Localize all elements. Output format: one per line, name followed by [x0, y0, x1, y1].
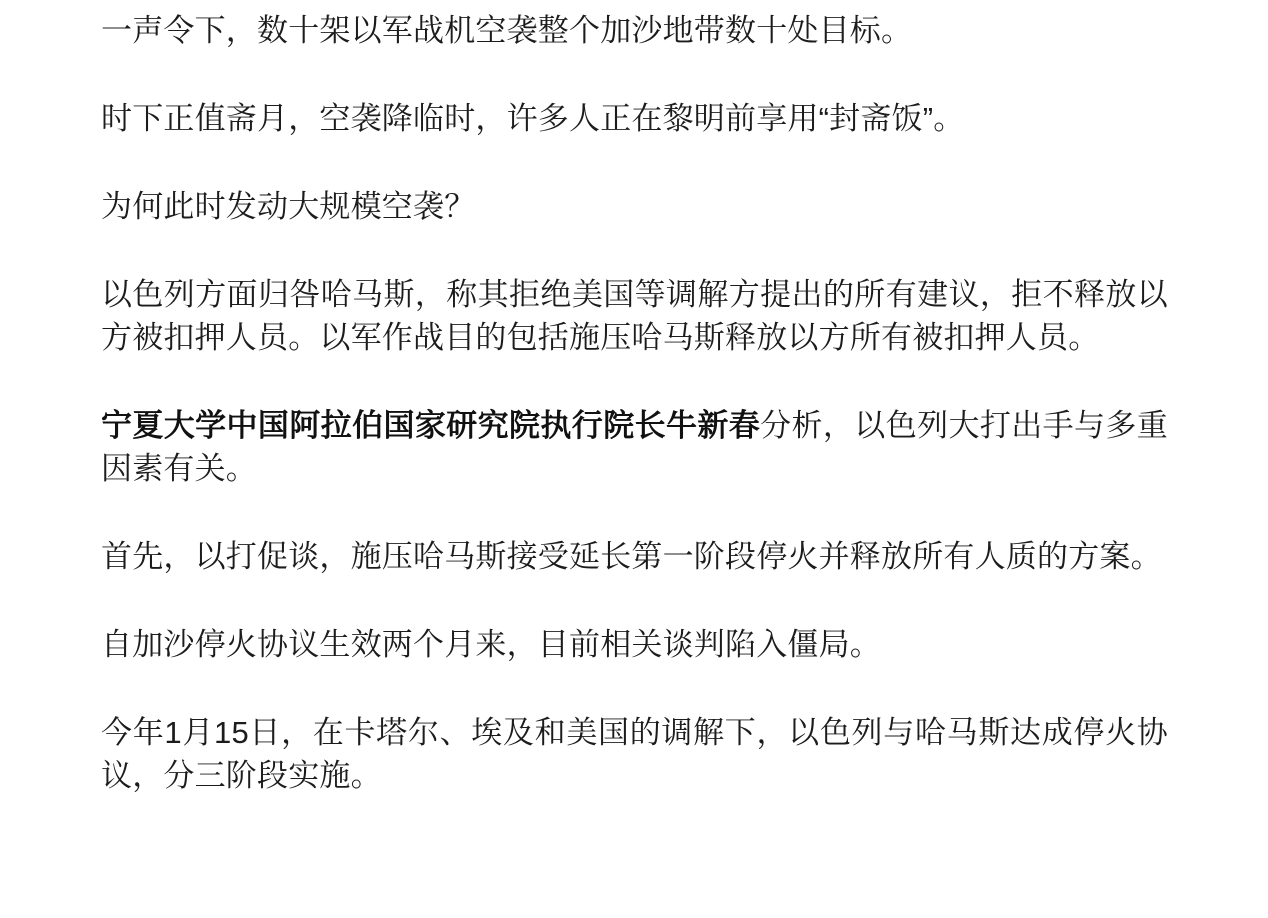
paragraph-1: 一声令下，数十架以军战机空袭整个加沙地带数十处目标。: [101, 13, 913, 48]
article-body: [0, 9, 1268, 797]
paragraph-8: 今年1月15日，在卡塔尔、埃及和美国的调解下，以色列与哈马斯达成停火协议，分三阶段实施。: [101, 715, 1168, 793]
paragraph-6: 首先，以打促谈，施压哈马斯接受延长第一阶段停火并释放所有人质的方案。: [101, 539, 1162, 574]
paragraph-2: 时下正值斋月，空袭降临时，许多人正在黎明前享用“封斋饭”。: [101, 101, 965, 136]
paragraph-5-bold-lead: 宁夏大学中国阿拉伯国家研究院执行院长牛新春: [101, 408, 761, 443]
paragraph-7: 自加沙停火协议生效两个月来，目前相关谈判陷入僵局。: [101, 627, 881, 662]
paragraph-5: [101, 404, 1168, 490]
paragraph-5-text: 分析，以色列大打出手与多重因素有关。: [101, 408, 1168, 486]
paragraph-4: 以色列方面归咎哈马斯，称其拒绝美国等调解方提出的所有建议，拒不释放以方被扣押人员。以军作战目的包括施压哈马斯释放以方所有被扣押人员。: [101, 277, 1168, 355]
paragraph-3: 为何此时发动大规模空袭？: [101, 189, 476, 224]
